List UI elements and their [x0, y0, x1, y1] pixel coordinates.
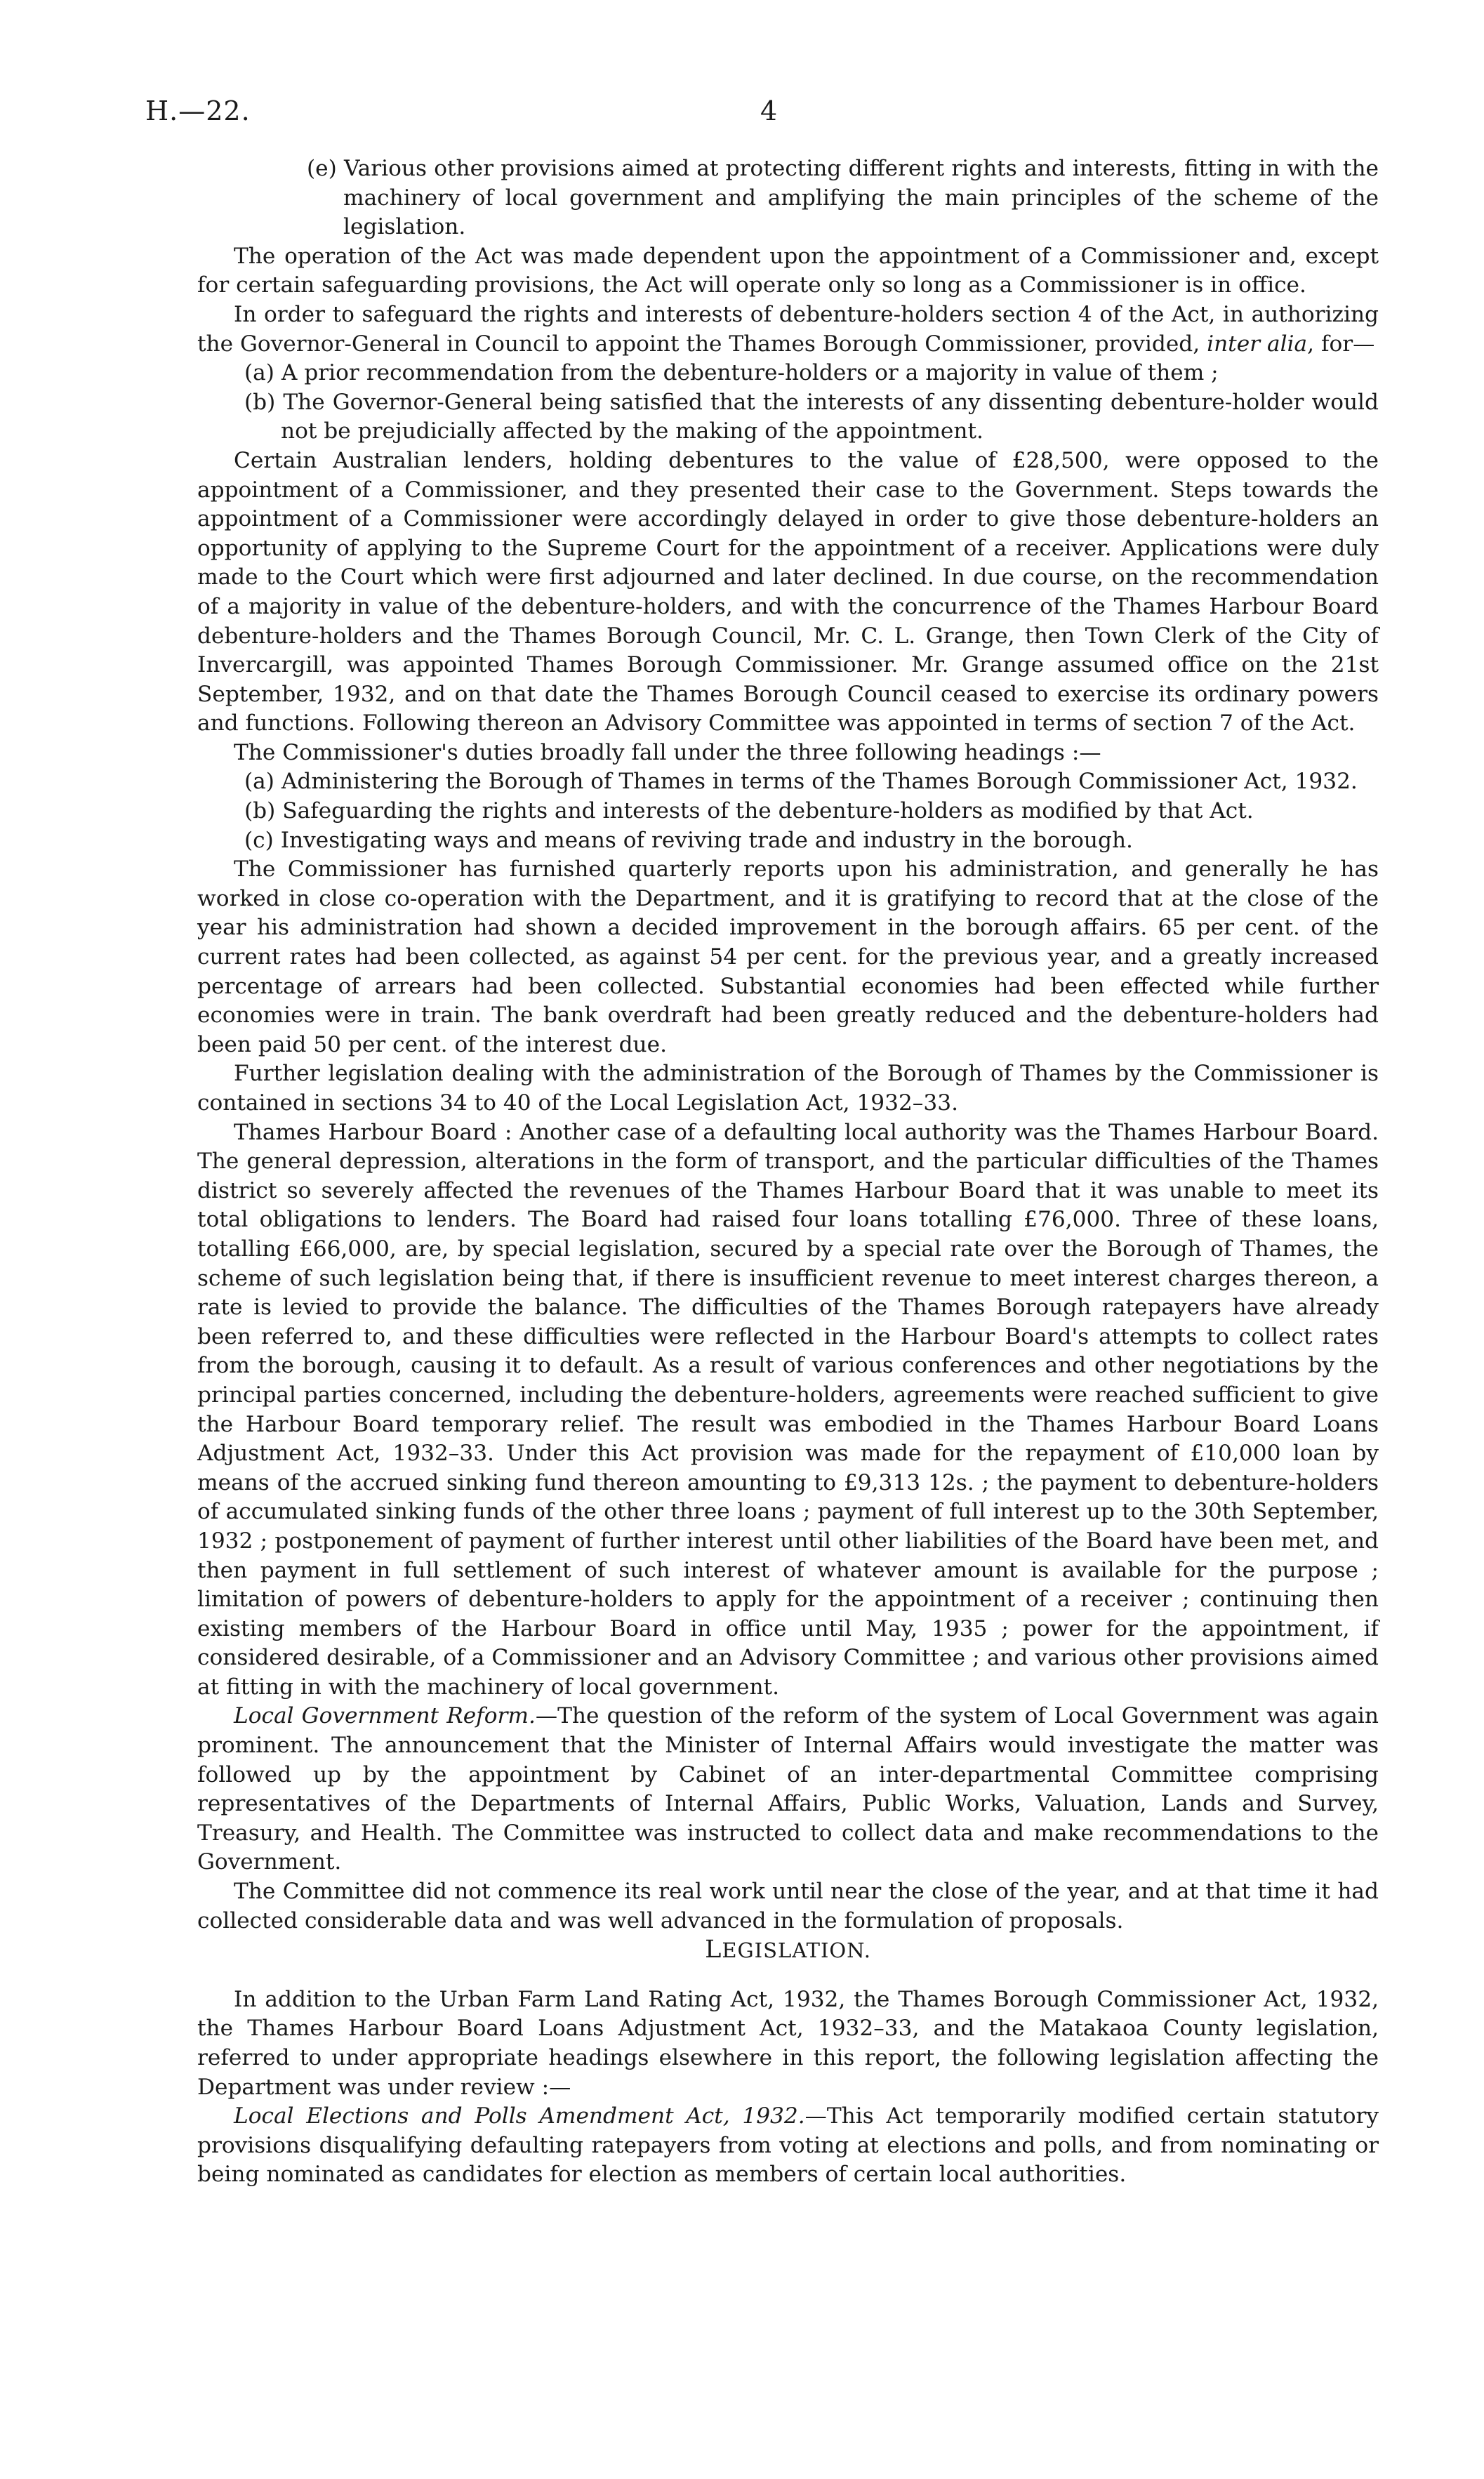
provision-item-e: (e) Various other provisions aimed at protecting different rights and interests, fitting in with the machinery of local government and amplifying the main principles of the scheme of the legislation.	[307, 156, 1379, 240]
paragraph-safeguard: In order to safeguard the rights and interests of debenture-holders section 4 of the Act, in authorizing the Governor-General in Council to appoint the Thames Borough Commissioner, provided, inter alia, for—	[197, 301, 1379, 357]
section-heading-legislation: LEGISLATION.	[705, 1936, 871, 1964]
paragraph-commissioner-duties: The Commissioner's duties broadly fall under the three following headings :—	[234, 739, 1101, 765]
paragraph-text: —This Act temporarily modified certain statutory provisions disqualifying defaulting ratepayers from voting at elections and polls, and from nominating or being nominated as candidates for election as members of certain local authorities.	[197, 2103, 1379, 2188]
paragraph-harbour-board: Thames Harbour Board : Another case of a defaulting local authority was the Thames Harbour Board. The general depression, alterations in the form of transport, and the particular difficulties of the Thames district so severely affected the revenues of the Thames Harbour Board that it was unable to meet its total obligations to lenders. The Board had raised four loans totalling £76,000. Three of these loans, totalling £66,000, are, by special legislation, secured by a special rate over the Borough of Thames, the scheme of such legislation being that, if there is insufficient revenue to meet interest charges thereon, a rate is levied to provide the balance. The difficulties of the Thames Borough ratepayers have already been referred to, and these difficulties were reflected in the Harbour Board's attempts to collect rates from the borough, causing it to default. As a result of various conferences and other negotiations by the principal parties concerned, including the debenture-holders, agreements were reached sufficient to give the Harbour Board temporary relief. The result was embodied in the Thames Harbour Board Loans Adjustment Act, 1932–33. Under this Act provision was made for the repayment of £10,000 loan by means of the accrued sinking fund thereon amounting to £9,313 12s. ; the payment to debenture-holders of accumulated sinking funds of the other three loans ; payment of full interest up to the 30th September, 1932 ; postponement of payment of further interest until other liabilities of the Board have been met, and then payment in full settlement of such interest of whatever amount is available for the purpose ; limitation of powers of debenture-holders to apply for the appointment of a receiver ; continuing then existing members of the Harbour Board in office until May, 1935 ; power for the appointment, if considered desirable, of a Commissioner and an Advisory Committee ; and various other provisions aimed at fitting in with the machinery of local government.	[197, 1119, 1379, 1700]
duty-item-b: (b) Safeguarding the rights and interests of the debenture-holders as modified by that Act.	[244, 798, 1254, 824]
paragraph-local-government-reform	[197, 1702, 1379, 1877]
provision-item-a: (a) A prior recommendation from the debenture-holders or a majority in value of them ;	[244, 360, 1219, 386]
paragraph-legislation-intro: In addition to the Urban Farm Land Rating Act, 1932, the Thames Borough Commissioner Act, 1932, the Thames Harbour Board Loans Adjustment Act, 1932–33, and the Matakaoa County legislation, referred to under appropriate headings elsewhere in this report, the following legislation affecting the Department was under review :—	[197, 1986, 1379, 2100]
paragraph-text: —The question of the reform of the system of Local Government was again prominent. The announcement that the Minister of Internal Affairs would investigate the matter was followed up by the appointment by Cabinet of an inter-departmental Committee comprising representatives of the Departments of Internal Affairs, Public Works, Valuation, Lands and Survey, Treasury, and Health. The Committee was instructed to collect data and make recommendations to the Government.	[197, 1703, 1379, 1875]
paragraph-local-elections-act	[197, 2102, 1379, 2190]
paragraph-committee: The Committee did not commence its real work until near the close of the year, and at that time it had collected considerable data and was well advanced in the formulation of proposals.	[197, 1879, 1379, 1933]
paragraph-lead: Local Government Reform.	[234, 1703, 536, 1729]
duty-item-c: (c) Investigating ways and means of reviving trade and industry in the borough.	[244, 827, 1133, 853]
paragraph-further-legislation: Further legislation dealing with the administration of the Borough of Thames by the Commissioner is contained in sections 34 to 40 of the Local Legislation Act, 1932–33.	[197, 1061, 1379, 1116]
provision-item-b: (b) The Governor-General being satisfied that the interests of any dissenting debenture-holder would not be prejudicially affected by the making of the appointment.	[244, 389, 1379, 444]
document-body	[197, 154, 1379, 2190]
paragraph-operation: The operation of the Act was made dependent upon the appointment of a Commissioner and, except for certain safeguarding provisions, the Act will operate only so long as a Commissioner is in office.	[197, 243, 1379, 298]
document-reference: H.—22.	[145, 95, 251, 126]
paragraph-lead: Local Elections and Polls Amendment Act, 1932.	[234, 2103, 805, 2129]
duty-item-a: (a) Administering the Borough of Thames in terms of the Thames Borough Commissioner Act, 1932.	[244, 769, 1358, 795]
page-number: 4	[760, 95, 778, 126]
paragraph-australian-lenders: Certain Australian lenders, holding debentures to the value of £28,500, were opposed to the appointment of a Commissioner, and they presented their case to the Government. Steps towards the appointment of a Commissioner were accordingly delayed in order to give those debenture-holders an opportunity of applying to the Supreme Court for the appointment of a receiver. Applications were duly made to the Court which were first adjourned and later declined. In due course, on the recommendation of a majority in value of the debenture-holders, and with the concurrence of the Thames Harbour Board debenture-holders and the Thames Borough Council, Mr. C. L. Grange, then Town Clerk of the City of Invercargill, was appointed Thames Borough Commissioner. Mr. Grange assumed office on the 21st September, 1932, and on that date the Thames Borough Council ceased to exercise its ordinary powers and functions. Following thereon an Advisory Committee was appointed in terms of section 7 of the Act.	[197, 447, 1379, 736]
paragraph-quarterly-reports: The Commissioner has furnished quarterly reports upon his administration, and generally he has worked in close co-operation with the Department, and it is gratifying to record that at the close of the year his administration had shown a decided improvement in the borough affairs. 65 per cent. of the current rates had been collected, as against 54 per cent. for the previous year, and a greatly increased percentage of arrears had been collected. Substantial economies had been effected while further economies were in train. The bank overdraft had been greatly reduced and the debenture-holders had been paid 50 per cent. of the interest due.	[197, 857, 1379, 1057]
